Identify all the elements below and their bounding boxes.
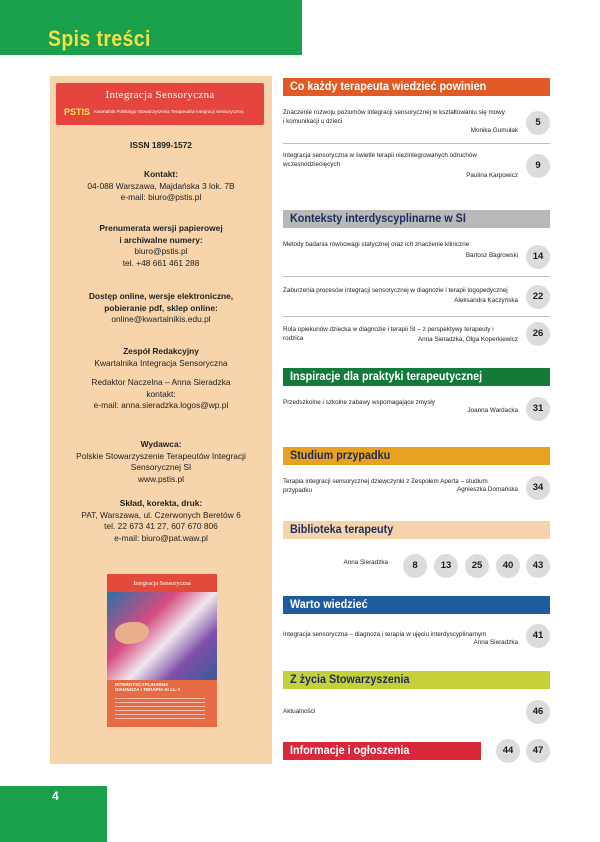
page-number-badge[interactable]: 46 (526, 700, 550, 724)
page-number-badge[interactable]: 26 (526, 322, 550, 346)
publisher-block: Wydawca: Polskie Stowarzyszenie Terapeutów Integracji Sensorycznej SI www.pstis.pl (50, 439, 272, 485)
toc-entry-author: Paulina Karpowicz (466, 172, 518, 179)
toc-entry-author: Anna Sieradzka (473, 639, 518, 646)
page-number-badge[interactable]: 25 (465, 554, 489, 578)
page-number-badge[interactable]: 13 (434, 554, 458, 578)
online-block: Dostęp online, wersje elektroniczne, pobieranie pdf, sklep online: online@kwartalnikis.edu.pl (50, 291, 272, 326)
toc-entry-author: Monika Gumułak (470, 127, 518, 134)
page-number-badge[interactable]: 22 (526, 285, 550, 309)
logo-subtitle: Kwartalnik Polskiego Stowarzyszenia Terapeutów Integracji Sensorycznej (94, 109, 244, 114)
editor-email-link[interactable]: e-mail: anna.sieradzka.logos@wp.pl (93, 400, 229, 411)
page-number-badge[interactable]: 44 (496, 739, 520, 763)
divider (283, 143, 550, 144)
subscription-block: Prenumerata wersji papierowej i archiwalne numery: biuro@pstis.pl tel. +48 661 461 288 (50, 223, 272, 269)
toc-entry-title[interactable]: Rola opiekunów dziecka w diagnozie i terapii SI – z perspektywy terapeuty i rodzica (283, 326, 494, 342)
journal-logo (56, 83, 264, 125)
online-email-link[interactable]: online@kwartalnikis.edu.pl (111, 314, 211, 325)
toc-entry-title[interactable]: Zaburzenia procesów integracji sensorycznej w diagnozie i terapii logopedycznej (283, 287, 508, 294)
section-header-z-zycia-stowarzyszenia: Z życia Stowarzyszenia (283, 671, 550, 689)
divider (283, 276, 550, 277)
section-header-inspiracje: Inspiracje dla praktyki terapeutycznej (283, 368, 550, 386)
toc-entry-author: Aleksandra Kaczyńska (454, 297, 518, 304)
section-header-co-kazdy-terapeuta: Co każdy terapeuta wiedzieć powinien (283, 78, 550, 96)
section-header-biblioteka: Biblioteka terapeuty (283, 521, 550, 539)
header-banner (0, 0, 302, 55)
toc-entry-author: Anna Sieradzka (343, 559, 388, 566)
page-number-badge[interactable]: 41 (526, 624, 550, 648)
editorial-block: Zespół Redakcyjny Kwartalnika Integracja Sensoryczna Redaktor Naczelna – Anna Sieradzka kontakt: e-mail: anna.sieradzka.logos@wp.pl (50, 346, 272, 412)
contact-block: Kontakt: 04-088 Warszawa, Majdańska 3 lok. 7B e-mail: biuro@pstis.pl (50, 169, 272, 204)
issn: ISSN 1899-1572 (130, 140, 192, 150)
toc-entry-title[interactable]: Integracja sensoryczna w świetle terapii niezintegrowanych odruchów wczesnodziecięcych (283, 152, 477, 168)
toc-entry-title[interactable]: Metody badania równowagi statycznej oraz ich znaczenie kliniczne (283, 241, 470, 248)
cover-photo (107, 592, 217, 680)
toc-entry-title[interactable]: Terapia integracji sensorycznej dziewczynki z Zespołem Aperta – studium przypadku (283, 478, 488, 494)
toc-entry-title[interactable]: Przedszkolne i szkolne zabawy wspomagające zmysły (283, 399, 435, 406)
toc-entry-title[interactable]: Integracja sensoryczna – diagnoza i terapia w ujęciu interdyscyplinarnym (283, 631, 487, 638)
toc-entry-author: Joanna Wardacka (467, 407, 518, 414)
page-number-badge[interactable]: 5 (526, 111, 550, 135)
toc-entry-title[interactable]: Aktualności (283, 708, 316, 715)
toc-entry-author: Bartosz Bagrowski (465, 252, 518, 259)
cover-header (107, 574, 217, 592)
page-number-badge[interactable]: 34 (526, 476, 550, 500)
section-header-konteksty: Konteksty interdyscyplinarne w SI (283, 210, 550, 228)
page-number: 4 (52, 789, 59, 803)
section-header-informacje: Informacje i ogłoszenia (283, 742, 481, 760)
divider (283, 316, 550, 317)
page-number-badge[interactable]: 47 (526, 739, 550, 763)
cover-label: INTERDYSCYPLINARNA DIAGNOZA I TERAPIA SI cz. II (115, 682, 180, 693)
page-number-badge[interactable]: 9 (526, 154, 550, 178)
hand-painting-graphic (115, 622, 149, 644)
pstis-logo: PSTIS (64, 107, 91, 117)
page-number-badge[interactable]: 40 (496, 554, 520, 578)
toc-entry-title[interactable]: Znaczenie rozwoju poziomów integracji sensorycznej w kształtowaniu się mowy i komunikacji u dzieci (283, 109, 505, 125)
journal-cover-image (107, 574, 217, 727)
cover-title: Integracja Sensoryczna (133, 580, 191, 587)
section-header-warto-wiedziec: Warto wiedzieć (283, 596, 550, 614)
logo-title: Integracja Sensoryczna (105, 89, 215, 101)
toc-entry-author: Anna Sieradzka, Olga Koperkiewicz (417, 336, 518, 343)
info-panel (50, 76, 272, 764)
page-number-badge[interactable]: 43 (526, 554, 550, 578)
page-number-badge[interactable]: 14 (526, 245, 550, 269)
page-number-badge[interactable]: 31 (526, 397, 550, 421)
contact-email-link[interactable]: e-mail: biuro@pstis.pl (120, 192, 202, 203)
printer-email-link[interactable]: e-mail: biuro@pat.waw.pl (114, 532, 208, 543)
toc-entry-author: Agnieszka Domańska (457, 486, 518, 493)
publisher-website-link[interactable]: www.pstis.pl (137, 473, 185, 484)
printing-block: Skład, korekta, druk: PAT, Warszawa, ul. Czerwonych Beretów 6 tel. 22 673 41 27, 607 670 806 e-mail: biuro@pat.waw.pl (50, 498, 272, 544)
subscription-email-link[interactable]: biuro@pstis.pl (134, 246, 188, 257)
section-header-studium-przypadku: Studium przypadku (283, 447, 550, 465)
page-title: Spis treści (48, 26, 151, 51)
page-number-badge[interactable]: 8 (403, 554, 427, 578)
cover-fine-print (115, 698, 205, 722)
